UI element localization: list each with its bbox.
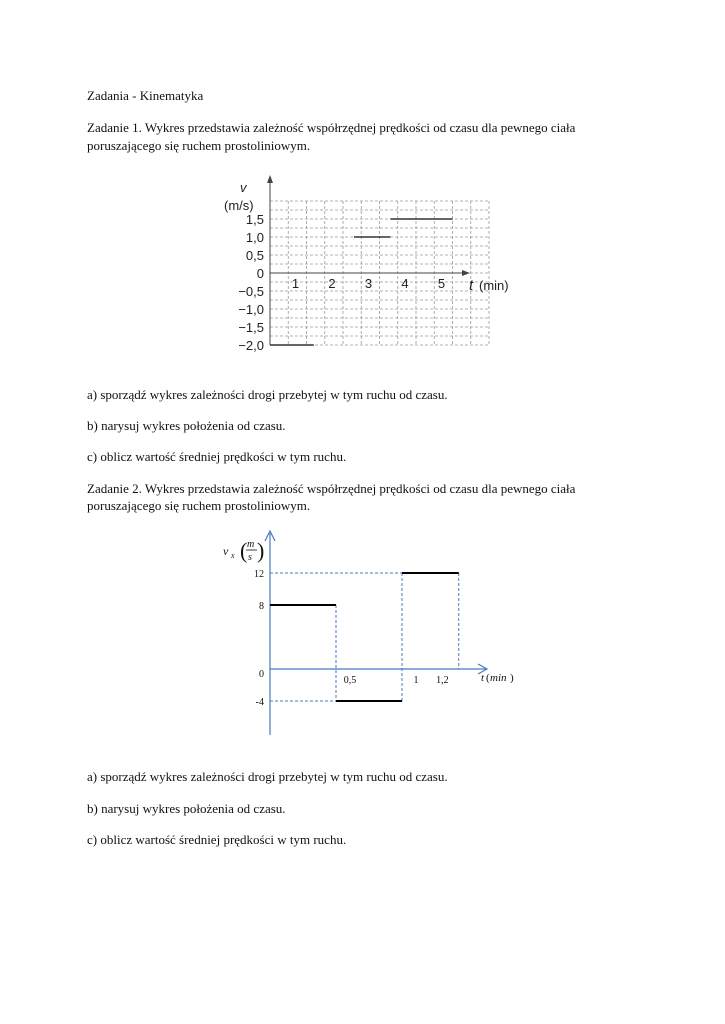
chart1-ytick-label: −1,5 xyxy=(238,320,264,335)
chart1-xlabel-symbol: t xyxy=(469,277,474,294)
chart2-ylabel-paren-left: ( xyxy=(240,538,248,563)
chart2-xtick-label: 0,5 xyxy=(343,675,357,686)
chart2-xlabel-symbol: t xyxy=(481,672,485,684)
task1-question-c: c) oblicz wartość średniej prędkości w tym ruchu. xyxy=(87,449,347,464)
task1-question-a: a) sporządź wykres zależności drogi przebytej w tym ruchu od czasu. xyxy=(87,387,448,402)
chart2-xtick-label: 1,2 xyxy=(436,675,449,686)
task2-intro-line1: Zadanie 2. Wykres przedstawia zależność współrzędnej prędkości od czasu dla pewnego ciała xyxy=(87,481,576,496)
chart2-tick-labels xyxy=(254,569,449,708)
chart1-xtick-label: 2 xyxy=(328,276,336,291)
chart1-ytick-label: −0,5 xyxy=(238,284,264,299)
chart2-ylabel-denominator: s xyxy=(248,552,252,563)
task2-question-c: c) oblicz wartość średniej prędkości w tym ruchu. xyxy=(87,832,347,847)
chart2-ylabel-symbol: v xyxy=(223,544,229,558)
chart1-ylabel-unit: (m/s) xyxy=(224,198,254,213)
chart2-ytick-label: 12 xyxy=(254,569,264,580)
chart1-xtick-label: 4 xyxy=(401,276,409,291)
chart2-xlabel-paren-right: ) xyxy=(510,672,514,684)
chart1-ytick-label: 0 xyxy=(256,266,264,281)
chart1-ytick-label: 1,0 xyxy=(245,230,264,245)
task1-question-b: b) narysuj wykres położenia od czasu. xyxy=(87,418,286,433)
chart1-ytick-label: −2,0 xyxy=(238,338,264,353)
chart2-xtick-label: 1 xyxy=(413,675,419,686)
chart2-xlabel-unit: min xyxy=(490,672,507,684)
chart1-ytick-label: 1,5 xyxy=(245,212,264,227)
task2-question-b: b) narysuj wykres położenia od czasu. xyxy=(87,801,286,816)
document-title: Zadania - Kinematyka xyxy=(87,88,204,103)
chart2-ylabel-numerator: m xyxy=(247,539,255,550)
chart2-ytick-label: 8 xyxy=(259,601,264,612)
chart2-series xyxy=(270,573,459,701)
chart1-xtick-label: 1 xyxy=(291,276,300,291)
chart1-ylabel-symbol: v xyxy=(240,180,247,195)
chart1-ytick-label: −1,0 xyxy=(238,302,264,317)
task2-velocity-chart xyxy=(220,525,520,745)
chart1-xlabel-unit: (min) xyxy=(479,278,509,293)
chart2-ytick-label: 0 xyxy=(259,669,264,680)
task2-intro-line2: poruszającego się ruchem prostoliniowym. xyxy=(87,498,311,513)
chart2-axes xyxy=(265,531,487,735)
chart1-ytick-label: 0,5 xyxy=(245,248,264,263)
chart2-xlabel-paren-left: ( xyxy=(486,672,490,684)
task2-question-a: a) sporządź wykres zależności drogi przebytej w tym ruchu od czasu. xyxy=(87,769,448,784)
chart1-xtick-label: 3 xyxy=(364,276,373,291)
task1-intro-line2: poruszającego się ruchem prostoliniowym. xyxy=(87,138,311,153)
chart2-ylabel-paren-right: ) xyxy=(257,538,265,563)
task1-velocity-chart xyxy=(200,165,530,375)
task1-intro-line1: Zadanie 1. Wykres przedstawia zależność współrzędnej prędkości od czasu dla pewnego ciała xyxy=(87,120,576,135)
chart1-xtick-label: 5 xyxy=(437,276,446,291)
chart2-guide-lines xyxy=(270,573,459,701)
chart2-ytick-label: -4 xyxy=(255,697,264,708)
chart2-ylabel-subscript: x xyxy=(231,551,235,560)
